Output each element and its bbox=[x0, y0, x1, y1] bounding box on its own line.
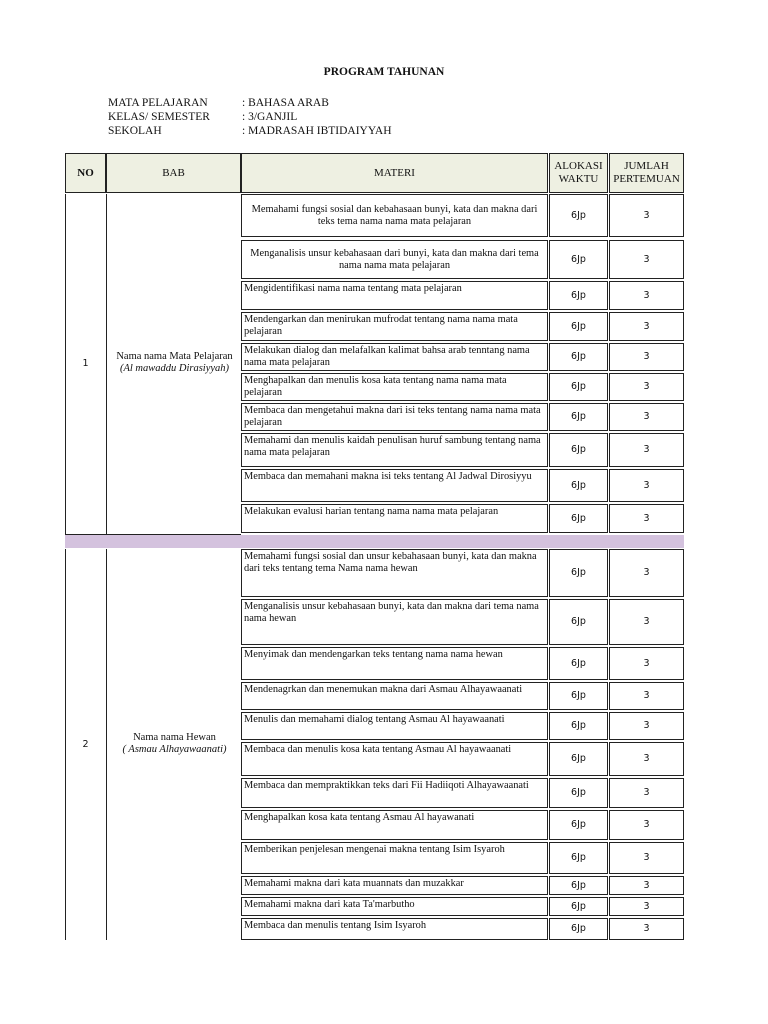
alokasi-cell: 6Jp bbox=[549, 712, 608, 740]
materi-cell: Melakukan dialog dan melafalkan kalimat bahsa arab tenntang nama nama mata pelajaran bbox=[241, 343, 548, 371]
alokasi-cell: 6Jp bbox=[549, 312, 608, 341]
alokasi-cell: 6Jp bbox=[549, 897, 608, 916]
jumlah-cell: 3 bbox=[609, 281, 684, 310]
meta-label: MATA PELAJARAN bbox=[108, 97, 208, 109]
materi-cell: Mengidentifikasi nama nama tentang mata pelajaran bbox=[241, 281, 548, 310]
materi-cell: Membaca dan menulis tentang Isim Isyaroh bbox=[241, 918, 548, 940]
materi-cell: Membaca dan memahani makna isi teks tentang Al Jadwal Dirosiyyu bbox=[241, 469, 548, 502]
materi-cell: Mendengarkan dan menirukan mufrodat tentang nama nama mata pelajaran bbox=[241, 312, 548, 341]
alokasi-cell: 6Jp bbox=[549, 682, 608, 710]
jumlah-cell: 3 bbox=[609, 918, 684, 940]
jumlah-cell: 3 bbox=[609, 343, 684, 371]
meta-label: SEKOLAH bbox=[108, 125, 162, 137]
header-bab: BAB bbox=[106, 153, 241, 193]
alokasi-cell: 6Jp bbox=[549, 549, 608, 597]
page-title: PROGRAM TAHUNAN bbox=[323, 66, 445, 78]
jumlah-cell: 3 bbox=[609, 403, 684, 431]
materi-cell: Membaca dan menulis kosa kata tentang Asmau Al hayawaanati bbox=[241, 742, 548, 776]
materi-cell: Memahami makna dari kata Ta'marbutho bbox=[241, 897, 548, 916]
alokasi-cell: 6Jp bbox=[549, 194, 608, 237]
bab-title: Nama nama Mata Pelajaran bbox=[116, 351, 233, 362]
alokasi-cell: 6Jp bbox=[549, 343, 608, 371]
jumlah-cell: 3 bbox=[609, 810, 684, 840]
alokasi-cell: 6Jp bbox=[549, 599, 608, 645]
header-alokasi: ALOKASI WAKTU bbox=[549, 153, 608, 193]
header-no: NO bbox=[65, 153, 106, 193]
materi-cell: Menghapalkan dan menulis kosa kata tentang nama nama mata pelajaran bbox=[241, 373, 548, 401]
materi-cell: Menghapalkan kosa kata tentang Asmau Al hayawanati bbox=[241, 810, 548, 840]
alokasi-cell: 6Jp bbox=[549, 504, 608, 533]
jumlah-cell: 3 bbox=[609, 504, 684, 533]
alokasi-cell: 6Jp bbox=[549, 240, 608, 279]
jumlah-cell: 3 bbox=[609, 240, 684, 279]
alokasi-cell: 6Jp bbox=[549, 842, 608, 874]
materi-cell: Memahami dan menulis kaidah penulisan huruf sambung tentang nama nama mata pelajaran bbox=[241, 433, 548, 467]
alokasi-cell: 6Jp bbox=[549, 778, 608, 808]
jumlah-cell: 3 bbox=[609, 682, 684, 710]
jumlah-cell: 3 bbox=[609, 433, 684, 467]
jumlah-cell: 3 bbox=[609, 469, 684, 502]
jumlah-cell: 3 bbox=[609, 778, 684, 808]
materi-cell: Menganalisis unsur kebahasaan dari bunyi, kata dan makna dari tema nama nama mata pelajaran bbox=[241, 240, 548, 279]
alokasi-cell: 6Jp bbox=[549, 469, 608, 502]
jumlah-cell: 3 bbox=[609, 647, 684, 680]
jumlah-cell: 3 bbox=[609, 599, 684, 645]
jumlah-cell: 3 bbox=[609, 742, 684, 776]
meta-value: : 3/GANJIL bbox=[242, 111, 298, 123]
alokasi-cell: 6Jp bbox=[549, 281, 608, 310]
bab-subtitle: (Al mawaddu Dirasiyyah) bbox=[119, 363, 230, 374]
alokasi-cell: 6Jp bbox=[549, 647, 608, 680]
meta-label: KELAS/ SEMESTER bbox=[108, 111, 210, 123]
materi-cell: Memahami fungsi sosial dan kebahasaan bunyi, kata dan makna dari teks tema nama nama mata pelajaran bbox=[241, 194, 548, 237]
materi-cell: Memahami makna dari kata muannats dan muzakkar bbox=[241, 876, 548, 895]
materi-cell: Menyimak dan mendengarkan teks tentang nama nama hewan bbox=[241, 647, 548, 680]
alokasi-cell: 6Jp bbox=[549, 810, 608, 840]
jumlah-cell: 3 bbox=[609, 842, 684, 874]
meta-value: : MADRASAH IBTIDAIYYAH bbox=[242, 125, 392, 137]
materi-cell: Memberikan penjelesan mengenai makna tentang Isim Isyaroh bbox=[241, 842, 548, 874]
alokasi-cell: 6Jp bbox=[549, 433, 608, 467]
header-jumlah: JUMLAH PERTEMUAN bbox=[609, 153, 684, 193]
materi-cell: Membaca dan mengetahui makna dari isi teks tentang nama nama mata pelajaran bbox=[241, 403, 548, 431]
jumlah-cell: 3 bbox=[609, 194, 684, 237]
jumlah-cell: 3 bbox=[609, 312, 684, 341]
alokasi-cell: 6Jp bbox=[549, 403, 608, 431]
materi-cell: Mendenagrkan dan menemukan makna dari Asmau Alhayawaanati bbox=[241, 682, 548, 710]
jumlah-cell: 3 bbox=[609, 373, 684, 401]
jumlah-cell: 3 bbox=[609, 876, 684, 895]
materi-cell: Membaca dan mempraktikkan teks dari Fii Hadiiqoti Alhayawaanati bbox=[241, 778, 548, 808]
materi-cell: Menganalisis unsur kebahasaan bunyi, kata dan makna dari tema nama nama hewan bbox=[241, 599, 548, 645]
materi-cell: Melakukan evalusi harian tentang nama nama mata pelajaran bbox=[241, 504, 548, 533]
bab-title: Nama nama Hewan bbox=[133, 731, 216, 743]
bab-subtitle: ( Asmau Alhayawaanati) bbox=[122, 743, 227, 755]
alokasi-cell: 6Jp bbox=[549, 742, 608, 776]
section-number: 1 bbox=[82, 358, 89, 369]
jumlah-cell: 3 bbox=[609, 897, 684, 916]
section-divider bbox=[65, 535, 684, 548]
materi-cell: Menulis dan memahami dialog tentang Asmau Al hayawaanati bbox=[241, 712, 548, 740]
header-materi: MATERI bbox=[241, 153, 548, 193]
jumlah-cell: 3 bbox=[609, 712, 684, 740]
materi-cell: Memahami fungsi sosial dan unsur kebahasaan bunyi, kata dan makna dari teks tentang tema Nama nama hewan bbox=[241, 549, 548, 597]
alokasi-cell: 6Jp bbox=[549, 876, 608, 895]
jumlah-cell: 3 bbox=[609, 549, 684, 597]
alokasi-cell: 6Jp bbox=[549, 373, 608, 401]
meta-value: : BAHASA ARAB bbox=[242, 97, 329, 109]
section-number: 2 bbox=[82, 738, 89, 750]
alokasi-cell: 6Jp bbox=[549, 918, 608, 940]
